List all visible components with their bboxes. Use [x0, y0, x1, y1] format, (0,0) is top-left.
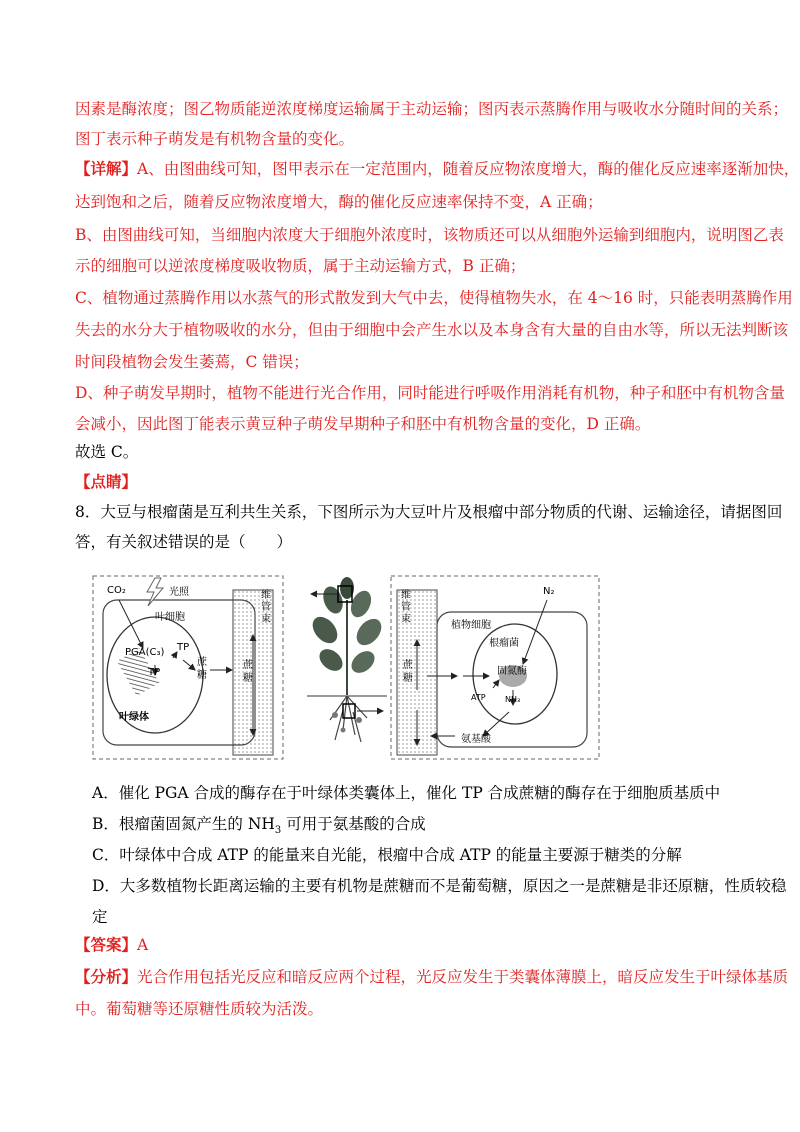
sucrose-label: 糖	[243, 673, 253, 684]
sucrose-label: 糖	[403, 673, 413, 684]
option-b-subscript: 3	[274, 825, 282, 837]
detail-choose: 故选 C。	[75, 443, 139, 461]
light-label: 光照	[169, 587, 189, 598]
amino-acid-label: 氨基酸	[461, 734, 491, 745]
analysis-label: 【分析】	[75, 967, 138, 986]
rhizobium-label: 根瘤菌	[489, 638, 519, 649]
sucrose-label: 糖	[197, 670, 207, 681]
plant-cell-label: 植物细胞	[451, 620, 491, 631]
detail-b-line1: B、由图曲线可知，当细胞内浓度大于细胞外浓度时，该物质还可以从细胞外运输到细胞内，说明图乙表	[75, 226, 784, 244]
option-c[interactable]: C．叶绿体中合成 ATP 的能量来自光能，根瘤中合成 ATP 的能量主要源于糖类的分解	[92, 846, 682, 864]
vascular-label: 束	[401, 614, 411, 625]
option-d-line2: 定	[92, 908, 108, 926]
detail-c-line2: 失去的水分大于植物吸收的水分，但由于细胞中会产生水以及本身含有大量的自由水等，所以无法判断该	[75, 321, 789, 339]
question-line2: 答，有关叙述错误的是（ ）	[75, 533, 293, 551]
comment-label: 【点睛】	[75, 472, 138, 491]
option-b[interactable]	[92, 814, 426, 841]
sucrose-label: 蔗	[243, 660, 253, 671]
vascular-label: 维	[261, 590, 271, 601]
leaf-cell-label: 叶细胞	[155, 612, 185, 623]
detail-d-line2: 会减小，因此图丁能表示黄豆种子萌发早期种子和胚中有机物含量的变化，D 正确。	[75, 415, 651, 433]
analysis-text-line: 因素是酶浓度；图乙物质能逆浓度梯度运输属于主动运输；图丙表示蒸腾作用与吸收水分随时间的关系；	[75, 100, 789, 118]
atp-label: ATP	[471, 693, 486, 702]
option-b-text: B．根瘤菌固氮产生的 NH	[92, 815, 275, 833]
n2-label: N₂	[543, 586, 555, 597]
co2-label: CO₂	[107, 585, 126, 596]
question-line1: 8．大豆与根瘤菌是互利共生关系，下图所示为大豆叶片及根瘤中部分物质的代谢、运输途径，请据图回	[75, 503, 783, 521]
answer-label: 【答案】	[75, 935, 138, 954]
pga-label: PGA(C₃)	[125, 647, 165, 658]
analysis-line1	[75, 967, 788, 987]
lightning-icon	[147, 578, 163, 606]
option-d[interactable]: D．大多数植物长距离运输的主要有机物是蔗糖而不是葡萄糖，原因之一是蔗糖是非还原糖，性质较稳	[92, 877, 787, 895]
chloroplast-label: 叶绿体	[119, 712, 149, 723]
vascular-label: 维	[401, 590, 411, 601]
detail-a-text: A、由图曲线可知，图甲表示在一定范围内，随着反应物浓度增大，酶的催化反应速率逐渐加快，	[137, 160, 800, 178]
analysis-line2: 中。葡萄糖等还原糖性质较为活泼。	[75, 1000, 324, 1018]
soybean-nodule-diagram	[85, 570, 605, 770]
sucrose-label: 蔗	[197, 657, 207, 668]
detail-c-line3: 时间段植物会发生萎蔫，C 错误；	[75, 353, 309, 371]
answer-value: A	[137, 936, 149, 954]
detail-c-line1: C、植物通过蒸腾作用以水蒸气的形式散发到大气中去，使得植物失水，在 4～16 时，只能表明蒸腾作用	[75, 289, 793, 307]
analysis-text: 光合作用包括光反应和暗反应两个过程，光反应发生于类囊体薄膜上，暗反应发生于叶绿体基质	[137, 968, 789, 986]
sucrose-label: 蔗	[403, 660, 413, 671]
tp-label: TP	[177, 642, 190, 653]
detail-a-line2: 达到饱和之后，随着反应物浓度增大，酶的催化反应速率保持不变，A 正确；	[75, 193, 603, 211]
vascular-label: 管	[261, 602, 271, 613]
answer-line	[75, 935, 148, 955]
option-a[interactable]: A．催化 PGA 合成的酶存在于叶绿体类囊体上，催化 TP 合成蔗糖的酶存在于细胞质基质中	[92, 784, 721, 802]
vascular-label: 管	[401, 602, 411, 613]
nitrogenase-label: 固氮酶	[497, 666, 527, 677]
detail-b-line2: 示的细胞可以逆浓度梯度吸收物质，属于主动运输方式，B 正确；	[75, 257, 526, 275]
vascular-label: 束	[261, 614, 271, 625]
detail-d-line1: D、种子萌发早期时，植物不能进行光合作用，同时能进行呼吸作用消耗有机物，种子和胚中有机物含量	[75, 384, 785, 402]
detail-label: 【详解】	[75, 159, 138, 178]
detail-a-line	[75, 159, 799, 179]
option-b-text: 可用于氨基酸的合成	[281, 815, 426, 833]
tp-label: TP	[148, 667, 161, 678]
nh3-label: NH₃	[505, 695, 521, 704]
analysis-text-line: 图丁表示种子萌发是有机物含量的变化。	[75, 130, 355, 148]
